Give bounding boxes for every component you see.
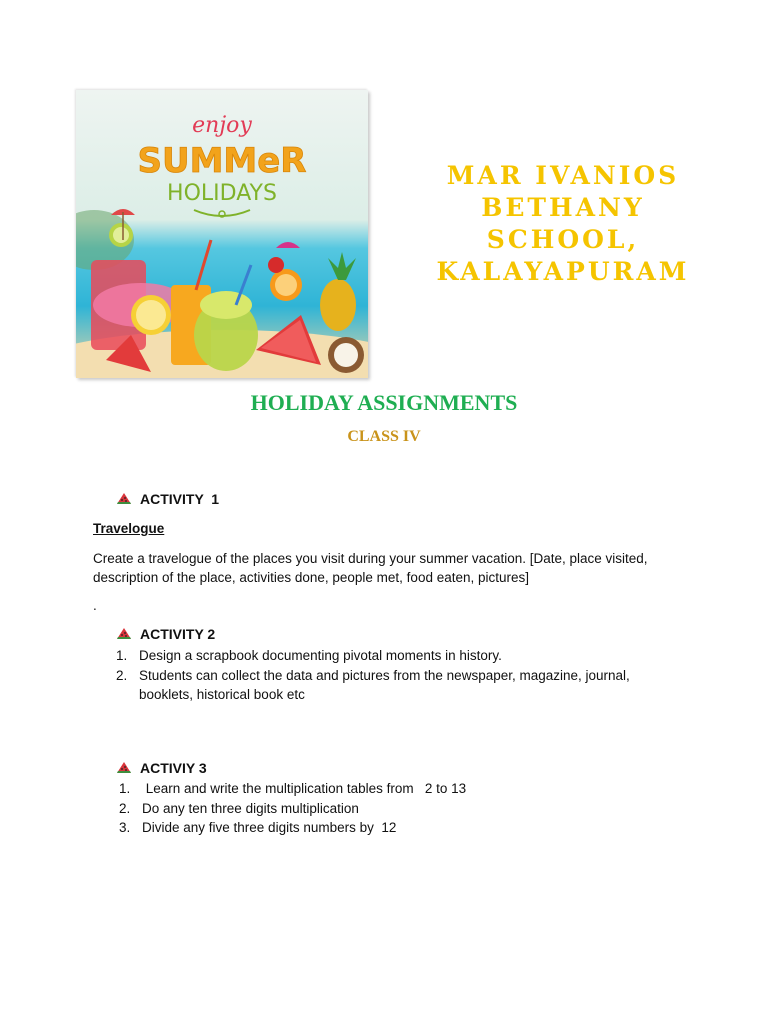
watermelon-bullet-icon (116, 627, 132, 640)
activity-1-description (93, 549, 713, 587)
list-item (119, 818, 719, 838)
list-item-text: Divide any five three digits numbers by 12 (142, 820, 397, 835)
list-item-number: 1. (116, 648, 128, 663)
list-item-text: Do any ten three digits multiplication (142, 800, 359, 816)
summer-holidays-image (76, 90, 368, 378)
school-name (388, 160, 738, 288)
image-text-holidays: HOLIDAYS (167, 181, 277, 206)
school-name-line: MAR IVANIOS (446, 161, 680, 190)
activity-1-title: ACTIVITY 1 (140, 491, 220, 507)
travelogue-subheading: Travelogue (93, 521, 165, 536)
list-item-text: Learn and write the multiplication tables from 2 to 13 (142, 781, 467, 796)
activity-1-description-line: description of the place, activities done, people met, food eaten, pictures] (93, 570, 530, 585)
list-item (116, 646, 716, 666)
list-item-number: 2. (119, 800, 131, 816)
list-item-number: 3. (119, 820, 131, 835)
list-item-text: booklets, historical book etc (139, 687, 305, 702)
activity-2-title: ACTIVITY 2 (140, 626, 216, 642)
image-text-summer: SUMMeR (137, 141, 307, 181)
list-item-number: 1. (119, 781, 131, 796)
activity-1-description-line: Create a travelogue of the places you visit during your summer vacation. [Date, place visited, (93, 551, 648, 566)
list-item-text: Students can collect the data and pictures from the newspaper, magazine, journal, (139, 667, 630, 683)
list-item (119, 779, 719, 799)
watermelon-bullet-icon (116, 492, 132, 505)
list-item-text: Design a scrapbook documenting pivotal moments in history. (139, 648, 502, 663)
school-name-line: BETHANY (481, 193, 645, 222)
watermelon-bullet-icon (116, 761, 132, 774)
school-name-line: KALAYAPURAM (436, 257, 690, 286)
activity-3-title: ACTIVIY 3 (140, 760, 207, 776)
school-name-line: SCHOOL, (486, 225, 640, 254)
trailing-dot: . (93, 598, 97, 613)
class-label: CLASS IV (347, 428, 421, 445)
image-text-enjoy: enjoy (192, 113, 252, 138)
list-item-number: 2. (116, 667, 128, 683)
activity-3-list (119, 779, 719, 838)
list-item (119, 799, 719, 819)
page-title: HOLIDAY ASSIGNMENTS (250, 390, 518, 415)
activity-2-heading (116, 626, 215, 642)
activity-1-heading (116, 491, 219, 507)
activity-3-heading (116, 760, 207, 776)
list-item (116, 666, 716, 705)
activity-2-list (116, 646, 716, 705)
